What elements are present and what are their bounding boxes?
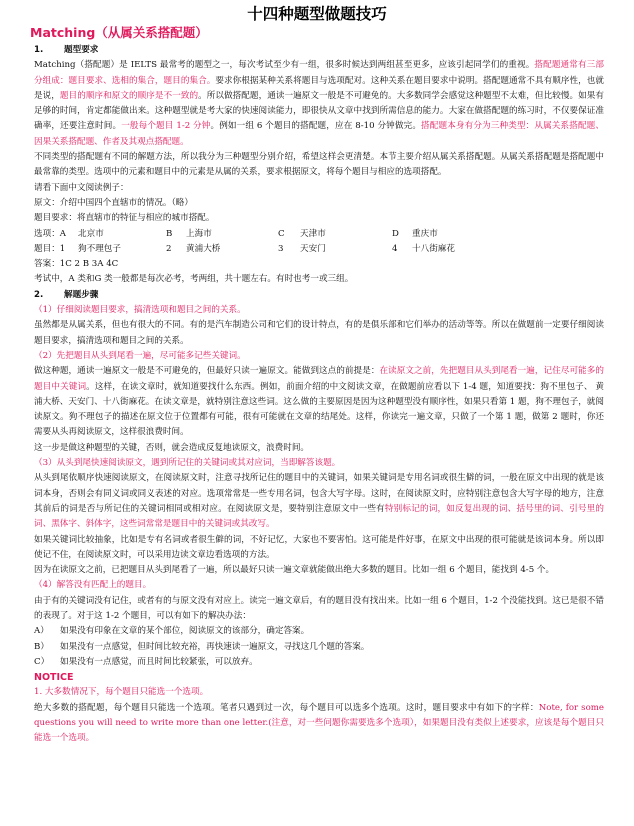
option-value: 上海市 xyxy=(186,228,212,239)
heading-1 xyxy=(30,43,604,58)
solution-option-text: 如果没有一点感觉，而且时间比较紧张，可以放弃。 xyxy=(60,656,258,667)
step-3-paragraph-3: 因为在读原文之前，已把题目从头到尾看了一遍，所以最好只读一遍文章就能做出绝大多数的题目。比如一组 6 个题目，能找到 4-5 个。 xyxy=(34,565,555,576)
paragraph-types: 不同类型的搭配题有不同的解题方法，所以我分为三种题型分别介绍，希望这样会更清楚。本节主要介绍从属关系搭配题。从属关系搭配题是搭配题中最常靠的类型。选项中的元素和题目中的元素是从属的关系，要求根据原文，将每个题目与相应的选项搭配。 xyxy=(34,152,604,178)
step-2-note: 这一步是做这种题型的关键，否则，就会造成反复地读原文，浪费时间。 xyxy=(34,442,310,453)
paragraph-source: 原文：介绍中国四个直辖市的情况。（略） xyxy=(34,197,193,208)
highlight-run: 搭配题本身有分为三种类型：从属关系搭配题、因果关系搭配题、作者及其观点搭配题。 xyxy=(34,121,604,147)
text-run: 从头到尾依顺序快速阅读原文，在阅读原文时，注意寻找所记住的题目中的关键词，如果关键词是专用名词或很生僻的词，一般在原文中出现的就是该词本身，否则会有同义词或同义表述的对应。选项常常是一些专用名词，包含大写字母。这时，在阅读原文时，应特别注意包含大写字母的地方，注意其前后的词是否与所记住的关键词相同或相对应。在阅读原文是，要特别注意原文中一些有 xyxy=(34,473,604,514)
paragraph-exam-frequency: 考试中，A 类和G 类一般都是每次必考，考两组，共十题左右。有时也考一或三组。 xyxy=(34,274,354,285)
heading-2-number: 2. xyxy=(34,289,44,300)
section-heading: Matching（从属关系搭配题） xyxy=(30,25,208,40)
notice-item-1: 1. 大多数情况下，每个题目只能选一个选项。 xyxy=(34,687,209,698)
text-run: Matching（搭配题）是 IELTS 最常考的题型之一，每次考试至少有一组，很多时候达到两组甚至更多，应该引起同学们的重视。 xyxy=(34,60,535,71)
step-3-heading: （3）从头到尾快速阅读原文，遇到所记住的关键词或其对应词，当即解答该题。 xyxy=(34,458,341,469)
option-key: C xyxy=(278,228,285,239)
notice-heading: NOTICE xyxy=(34,672,74,684)
solution-option-text: 如果没有印象在文章的某个部位，阅读原文的该部分，确定答案。 xyxy=(60,626,310,637)
solution-option xyxy=(30,624,604,639)
highlight-run: 题目的顺序和原文的顺序是不一致的 xyxy=(59,90,199,101)
step-1-heading: （1）仔细阅读题目要求，搞清选项和题目之间的关系。 xyxy=(34,305,246,316)
option-value: 天津市 xyxy=(300,228,326,239)
heading-1-text: 题型要求 xyxy=(64,45,99,55)
questions-label: 题目：1 xyxy=(34,243,66,254)
question-value: 狗不理包子 xyxy=(78,243,121,254)
step-3-paragraph xyxy=(30,471,604,532)
paragraph-example-intro: 请看下面中文阅读例子： xyxy=(34,182,129,193)
solution-option xyxy=(30,640,604,655)
text-run: 。所以做搭配题，通读一遍原文一般是不可避免的。大多数同学会感觉这种题型不太难，但比较慢。如果有足够的时间，肯定都能做出来。这种题型就是考大家的快速阅读能力，即很快从文章中找到所需信息的能力。大家在做搭配题的练习时，不仅要保证准确率，还要注意时间。 xyxy=(34,90,604,132)
text-run: 做这种题，通读一遍原文一般是不可避免的，但最好只读一遍原文。能做到这点的前提是： xyxy=(34,366,380,377)
heading-2-text: 解题步骤 xyxy=(64,289,99,300)
step-4-heading: （4）解答没有匹配上的题目。 xyxy=(34,580,152,591)
option-key: D xyxy=(392,228,399,239)
option-value: 重庆市 xyxy=(412,228,438,239)
question-value: 黄浦大桥 xyxy=(186,243,221,254)
question-key: 3 xyxy=(278,243,284,254)
text-run: 。例如一组 6 个题目的搭配题，应在 8-10 分钟做完。 xyxy=(210,121,422,132)
question-key: 2 xyxy=(166,243,172,254)
solution-option-key: C） xyxy=(34,656,50,667)
step-2-heading: （2）先把题目从头到尾看一遍，尽可能多记些关键词。 xyxy=(34,350,246,361)
heading-1-number: 1. xyxy=(34,45,44,55)
paragraph-requirement: 题目要求：将直辖市的特征与相应的城市搭配。 xyxy=(34,213,215,224)
step-3-paragraph-2: 如果关键词比较抽象，比如是专有名词或者很生僻的词，不好记忆，大家也不要害怕。这可能是件好事，在原文中出现的很可能就是该词本身。所以即使记不住，在阅读原文时，可以采用边读文章边看选项的方法。 xyxy=(34,534,604,560)
solution-option-key: B） xyxy=(34,641,49,652)
solution-option-key: A） xyxy=(34,626,49,637)
options-row xyxy=(30,227,604,242)
solution-option-text: 如果没有一点感觉，但时间比较充裕，再快速读一遍原文，寻找这几个题的答案。 xyxy=(60,641,370,652)
step-1-paragraph: 虽然都是从属关系，但也有很大的不同。有的是汽车制造公司和它们的设计特点，有的是俱乐部和它们举办的活动等等。所以在做题前一定要仔细阅读题目要求，搞清选项和题目之间的关系。 xyxy=(34,320,604,346)
question-value: 天安门 xyxy=(300,243,326,254)
text-run: 。这样，在读文章时，就知道要找什么东西。例如，前面介绍的中文阅读文章，在做题前应看以下 1-4 题，知道要找：狗不里包子、 黄浦大桥、天安门、十八街麻花。在读文章是，就特别注意这些词。这么做的主要原因是因为这种题型没有顺序性，如果只看第 1 题，狗不理包子，就阅读原文。狗不理包子的描述在原文位于位置都有可能，很有可能就在文章的结尾处。这样，你读完一遍文章，只做了一个第 1 题，做第 2 题时，你还需要从头再阅读原文，这样很浪费时间。 xyxy=(34,381,604,438)
text-run: 绝大多数的搭配题，每个题目只能选一个选项。笔者只遇到过一次，每个题目可以选多个选项。这时，题目要求中有如下的字样： xyxy=(34,702,539,713)
solution-option xyxy=(30,655,604,670)
highlight-run: 特别标记的词，如反复出现的词、括号里的词、引号里的词、黑体字、斜体字，这些词常常是题目中的关键词或其改写。 xyxy=(34,503,604,530)
question-key: 4 xyxy=(392,243,398,254)
highlight-run: 一般每个题目 1-2 分钟 xyxy=(121,121,211,132)
option-key: B xyxy=(166,228,173,239)
option-value: 北京市 xyxy=(78,228,104,239)
questions-row xyxy=(30,242,604,257)
highlight-run: ，如果题目没有类似上述要求，应该是每个题目只能选一个选项。 xyxy=(34,718,604,744)
paragraph-intro xyxy=(30,58,604,150)
highlight-run: 搭配题通常有三部分组成：题目要求、选相的集合，题目的集合。 xyxy=(34,60,604,86)
options-label: 选项：A xyxy=(34,228,66,239)
page-title: 十四种题型做题技巧 xyxy=(247,5,387,23)
heading-2 xyxy=(30,288,604,303)
highlight-run: Note, for some questions you will need to write more than one letter.(注意，对一些问题你需要选多个选项） xyxy=(34,702,604,729)
step-4-paragraph: 由于有的关键词没有记住，或者有的与原文没有对应上。读完一遍文章后，有的题目没有找出来。比如一组 6 个题目，1-2 个没能找到。这已是很不错的表现了。对于这 1-2 个题目，可以有如下的解决办法： xyxy=(34,595,604,621)
notice-paragraph xyxy=(30,701,604,747)
answer-line: 答案：1C 2 B 3A 4C xyxy=(34,259,119,270)
highlight-run: 在读原文之前，先把题目从头到尾看一遍，记住尽可能多的题目中关键词 xyxy=(34,366,604,392)
question-value: 十八街麻花 xyxy=(412,243,455,254)
step-2-paragraph xyxy=(30,364,604,440)
text-run: 要求你根据某种关系将题目与选项配对。这种关系在题目要求中说明。搭配题通常不具有顺序性，也就是说， xyxy=(34,75,604,101)
